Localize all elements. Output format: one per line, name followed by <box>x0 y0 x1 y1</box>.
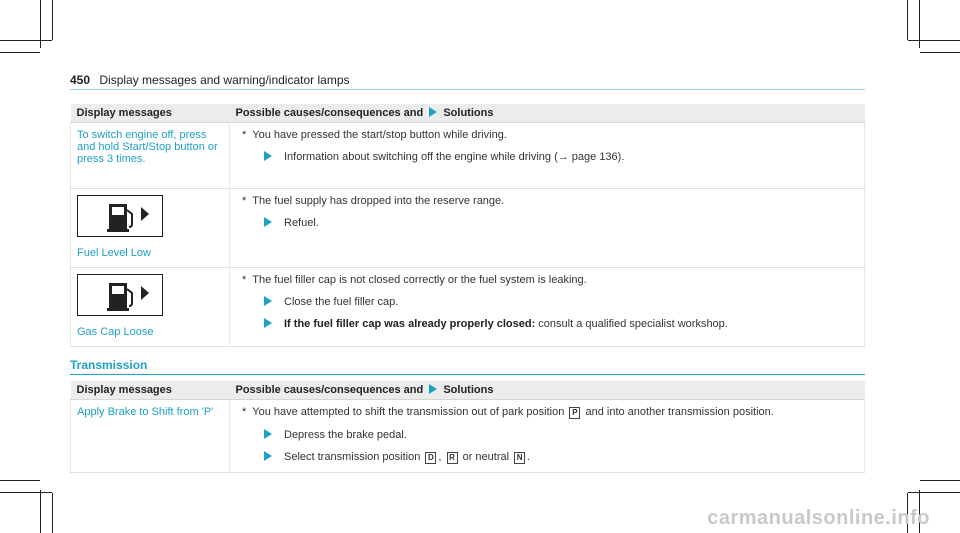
message-text: Fuel Level Low <box>77 247 151 259</box>
crop-mark <box>0 480 40 481</box>
gear-d-badge: D <box>425 452 436 464</box>
cause-text: * The fuel supply has dropped into the reserve range. <box>242 195 505 207</box>
cause-text: * You have pressed the start/stop button while driving. <box>242 129 507 141</box>
header-rule <box>70 89 865 90</box>
gear-n-badge: N <box>514 452 525 464</box>
crop-mark <box>0 40 52 41</box>
section-title: Transmission <box>70 358 148 372</box>
crop-mark <box>52 0 53 40</box>
message-cell <box>71 268 230 347</box>
fuel-pump-icon <box>77 274 163 316</box>
header-causes-solutions <box>230 104 865 123</box>
table-row <box>71 123 865 189</box>
page-number: 450 <box>70 73 91 87</box>
header-causes-label: Possible causes/consequences and <box>235 384 424 396</box>
message-cell: Apply Brake to Shift from 'P' <box>71 400 230 473</box>
solution-step: Refuel. <box>264 217 858 229</box>
arrow-right-icon <box>264 217 272 227</box>
crop-mark <box>40 490 41 533</box>
header-causes-solutions <box>230 381 865 400</box>
crop-mark <box>920 480 960 481</box>
header-solutions-label: Solutions <box>443 107 494 119</box>
crop-mark <box>52 493 53 533</box>
cause-cell <box>230 268 865 347</box>
cause-text: * The fuel filler cap is not closed correctly or the fuel system is leaking. <box>242 274 587 286</box>
cause-cell <box>230 189 865 268</box>
cause-text: * You have attempted to shift the transmission out of park position P and into another transmission position. <box>242 406 774 418</box>
table-header-row <box>71 381 865 400</box>
crop-mark <box>920 52 960 53</box>
solution-step: Depress the brake pedal. <box>264 429 858 441</box>
solution-step: Select transmission position D , R or neutral N . <box>264 451 858 464</box>
message-cell <box>71 189 230 268</box>
table-header-row <box>71 104 865 123</box>
header-display-messages: Display messages <box>71 381 230 400</box>
table-row <box>71 189 865 268</box>
arrow-right-icon <box>264 151 272 161</box>
crop-mark <box>0 492 52 493</box>
messages-table <box>70 104 865 347</box>
cause-cell <box>230 400 865 473</box>
gear-p-badge: P <box>569 407 580 419</box>
crop-mark <box>908 492 960 493</box>
crop-mark <box>0 52 40 53</box>
section-rule <box>70 374 865 375</box>
arrow-right-icon <box>264 451 272 461</box>
arrow-right-icon <box>429 107 437 117</box>
arrow-right-icon <box>264 296 272 306</box>
solution-step: If the fuel filler cap was already properly closed: consult a qualified specialist workshop. <box>264 318 858 330</box>
solution-step: Close the fuel filler cap. <box>264 296 858 308</box>
header-display-messages: Display messages <box>71 104 230 123</box>
page-header <box>70 73 350 87</box>
solution-step: Information about switching off the engine while driving (→ page 136). <box>264 151 858 163</box>
table-row <box>71 268 865 347</box>
fuel-pump-icon <box>77 195 163 237</box>
message-cell: To switch engine off, press and hold Start/Stop button or press 3 times. <box>71 123 230 189</box>
header-solutions-label: Solutions <box>443 384 494 396</box>
message-text: Gas Cap Loose <box>77 326 154 338</box>
crop-mark <box>908 40 960 41</box>
gear-r-badge: R <box>447 452 458 464</box>
transmission-table <box>70 381 865 473</box>
watermark: carmanualsonline.info <box>707 507 930 529</box>
arrow-right-icon <box>264 429 272 439</box>
cause-cell <box>230 123 865 189</box>
arrow-right-icon <box>429 384 437 394</box>
table-row <box>71 400 865 473</box>
arrow-right-icon <box>264 318 272 328</box>
header-causes-label: Possible causes/consequences and <box>235 107 424 119</box>
page-header-title: Display messages and warning/indicator lamps <box>99 73 350 87</box>
crop-mark <box>907 0 908 40</box>
